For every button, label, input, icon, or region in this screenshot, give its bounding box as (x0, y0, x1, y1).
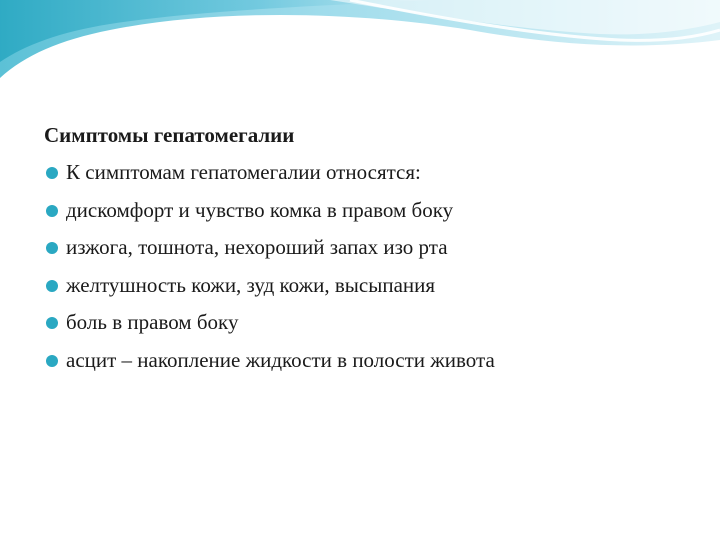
bullet-icon (46, 355, 58, 367)
bullet-icon (46, 280, 58, 292)
list-item-text: боль в правом боку (66, 310, 239, 334)
bullet-list (44, 154, 684, 379)
list-item (44, 267, 684, 305)
list-item (44, 342, 684, 380)
bullet-icon (46, 242, 58, 254)
slide-content (44, 116, 684, 379)
list-item-text: асцит – накопление жидкости в полости живота (66, 347, 495, 372)
bullet-icon (46, 317, 58, 329)
bullet-icon (46, 167, 58, 179)
bullet-icon (46, 205, 58, 217)
list-item (44, 192, 684, 230)
list-item-text: желтушность кожи, зуд кожи, высыпания (66, 272, 436, 297)
list-item (44, 229, 684, 267)
slide-title: Симптомы гепатомегалии (44, 123, 295, 147)
list-item-text: изжога, тошнота, нехороший запах изо рта (66, 235, 448, 259)
list-item (44, 154, 684, 192)
list-item-text: К симптомам гепатомегалии относятся: (66, 160, 421, 184)
list-item-text: дискомфорт и чувство комка в правом боку (66, 197, 454, 222)
header-wave-decoration (0, 0, 720, 90)
list-item (44, 304, 684, 342)
